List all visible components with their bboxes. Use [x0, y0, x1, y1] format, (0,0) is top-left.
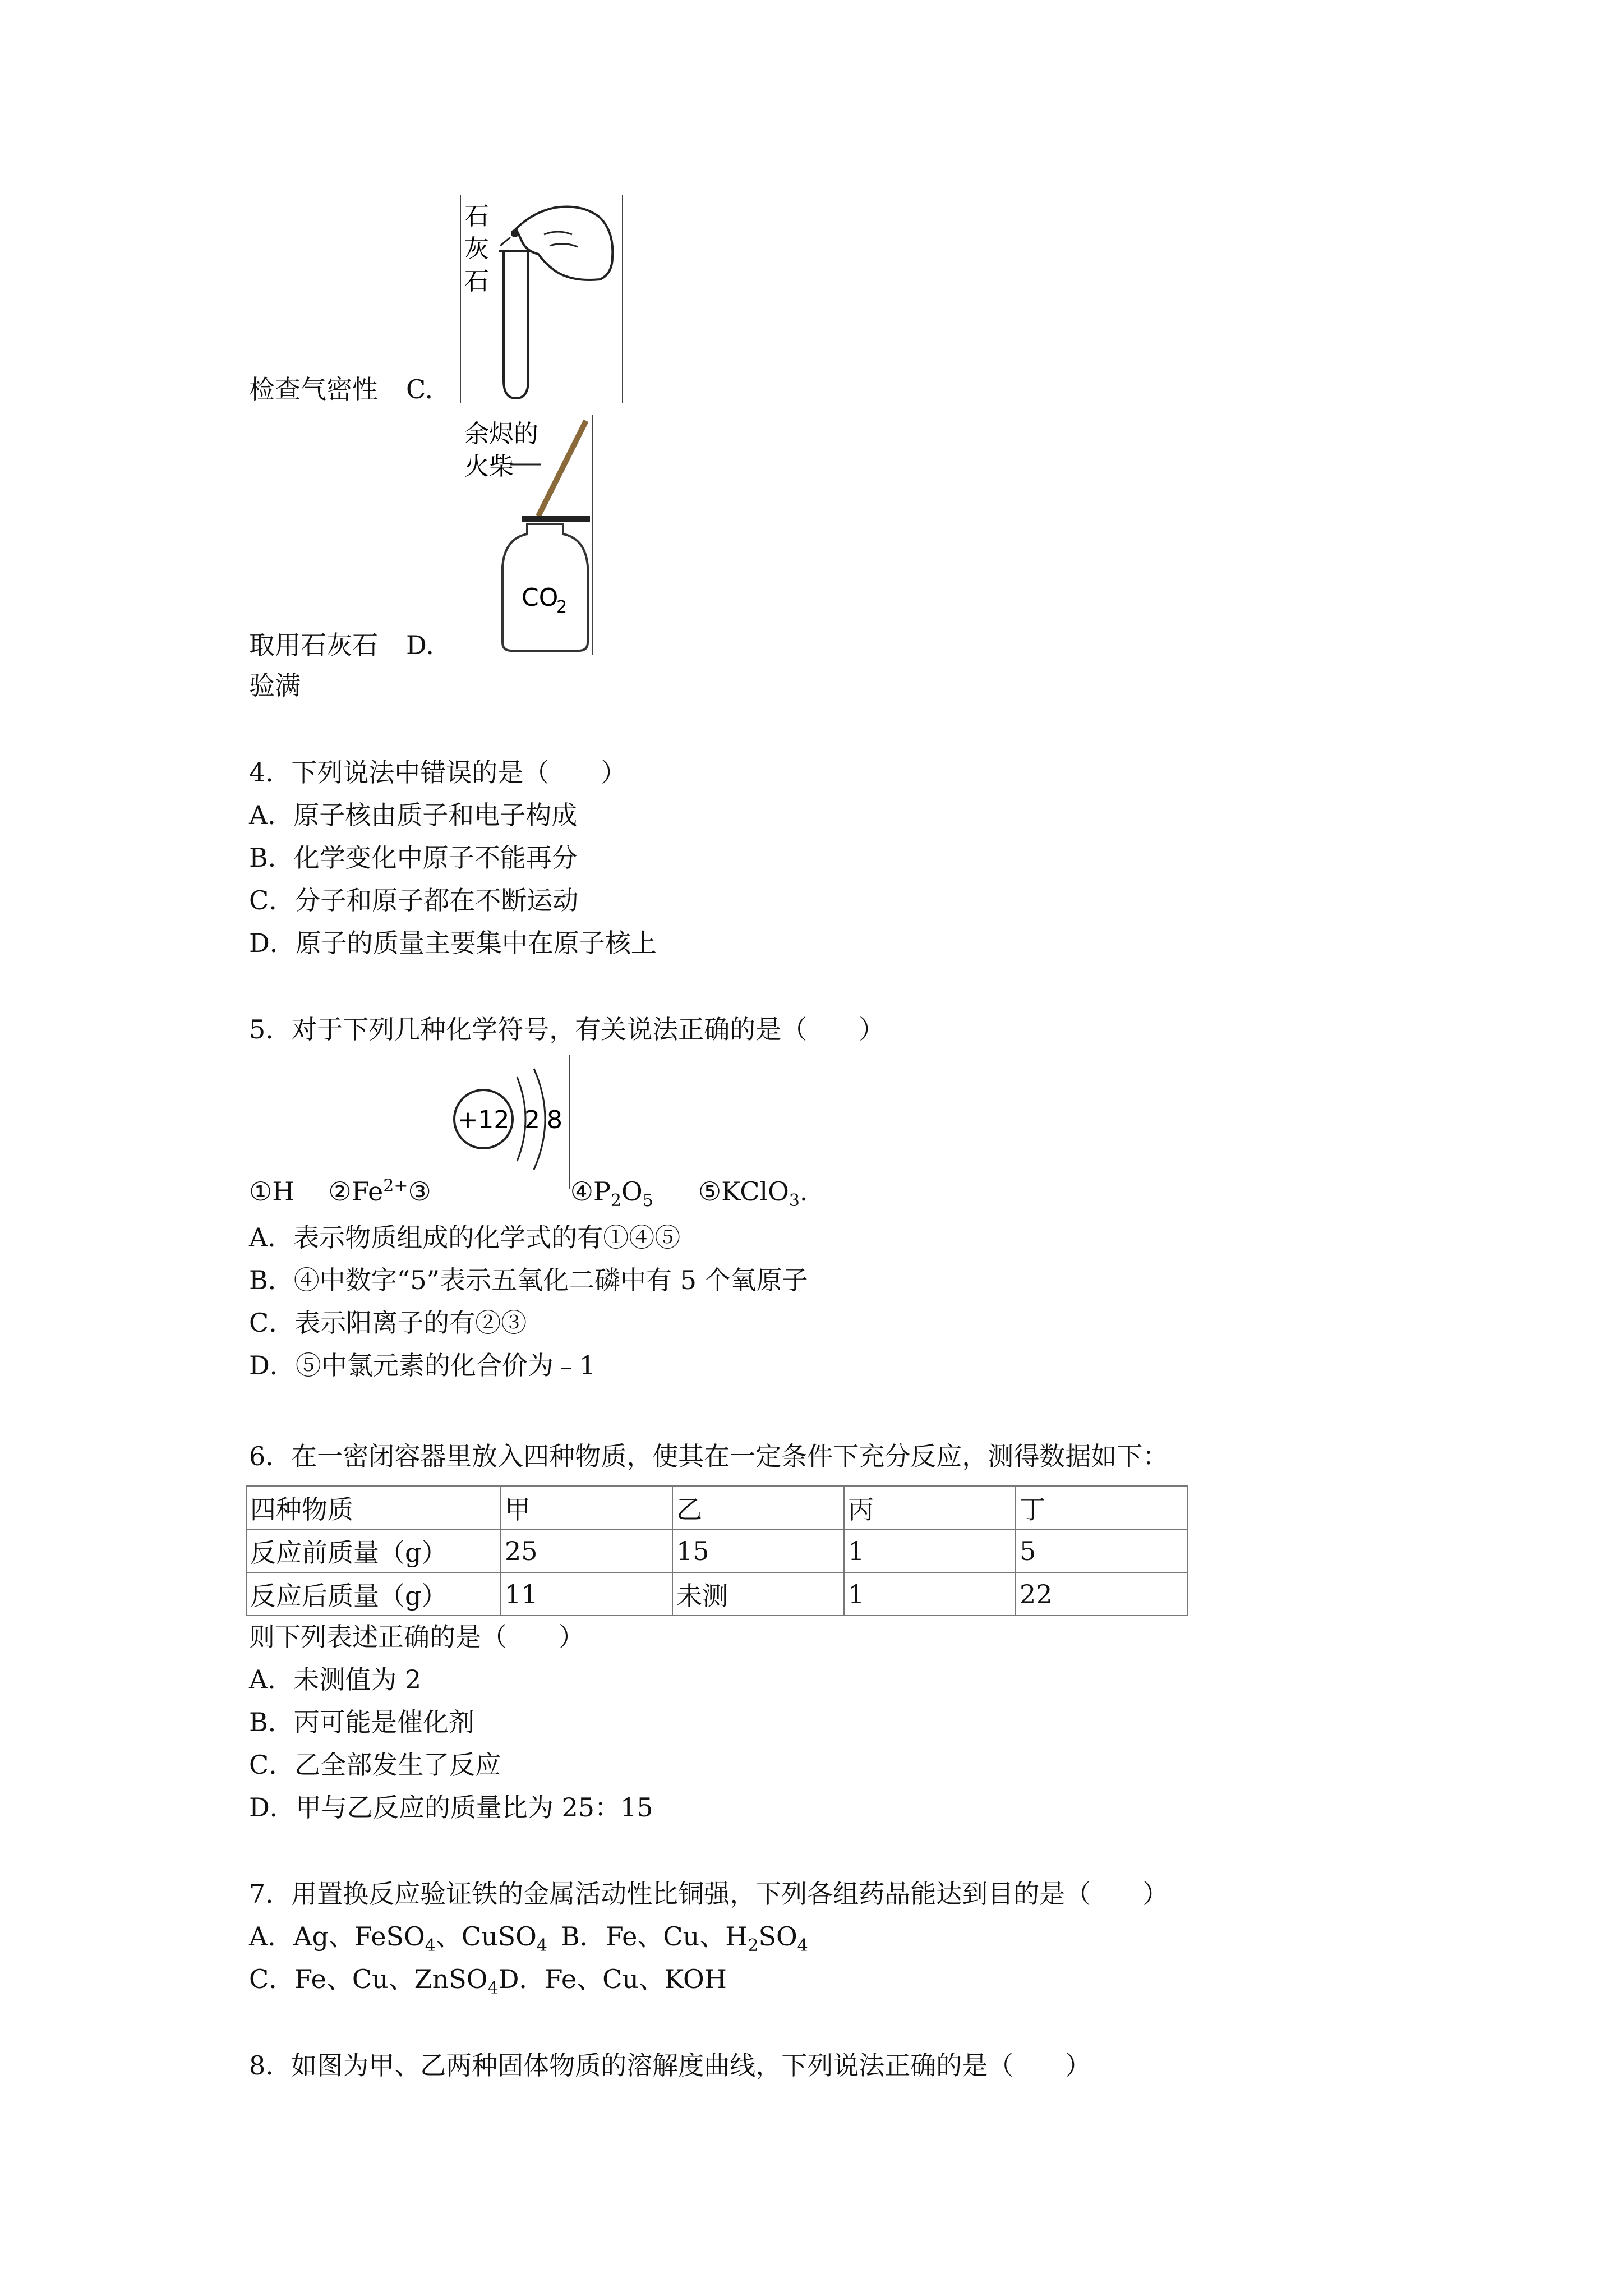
q4-option-a: A．原子核由质子和电子构成 — [249, 800, 578, 830]
q7-options-ab-line — [249, 1920, 808, 1956]
table-cell: 11 — [501, 1572, 672, 1616]
q4-stem: 4．下列说法中错误的是（ ） — [249, 757, 627, 788]
table-cell: 丁 — [1016, 1486, 1187, 1529]
q4-option-b: B．化学变化中原子不能再分 — [249, 843, 578, 873]
limestone-test-tube-figure — [460, 195, 624, 403]
q5-symbol-2: $②Fe^{2+}$ — [328, 1176, 408, 1207]
q6-option-d: D．甲与乙反应的质量比为 25：15 — [249, 1792, 653, 1823]
table-cell: 丙 — [844, 1486, 1016, 1529]
q5-symbol-5: ⑤KClO$_3$. — [698, 1176, 808, 1211]
table-cell: 未测 — [672, 1572, 844, 1616]
q5-option-b: B．④中数字“5”表示五氧化二磷中有 5 个氧原子 — [249, 1265, 808, 1295]
table-cell: 15 — [672, 1529, 844, 1572]
q3-option-c-line — [249, 628, 434, 662]
co2-bottle-figure — [460, 415, 600, 655]
q5-symbols-line — [249, 1175, 808, 1211]
q7-stem: 7．用置换反应验证铁的金属活动性比铜强，下列各组药品能达到目的是（ ） — [249, 1879, 1169, 1909]
table-cell: 反应后质量（g） — [246, 1572, 501, 1616]
table-cell: 25 — [501, 1529, 672, 1572]
q8-stem: 8．如图为甲、乙两种固体物质的溶解度曲线，下列说法正确的是（ ） — [249, 2050, 1091, 2081]
fig-c-label-3: 石 — [464, 267, 489, 296]
table-cell: 乙 — [672, 1486, 844, 1529]
q5-symbol-1: ①H — [249, 1176, 295, 1207]
q5-symbol-4: $④P_2O_5$ — [570, 1176, 653, 1211]
q7-option-a: A．Ag、FeSO$_4$、CuSO$_4$ — [249, 1921, 547, 1956]
q3-option-c-text: 取用石灰石 — [249, 630, 378, 660]
table-row — [246, 1572, 1187, 1616]
q3-option-c-marker: C. — [406, 374, 434, 404]
q3-option-d-text: 验满 — [249, 670, 301, 701]
table-cell: 5 — [1016, 1529, 1187, 1572]
fig-d-label-2: 火柴 — [464, 452, 514, 481]
q5-option-c: C．表示阳离子的有②③ — [249, 1308, 527, 1338]
table-cell: 1 — [844, 1572, 1016, 1616]
q7-options-cd-line — [249, 1962, 727, 1999]
q4-option-d: D．原子的质量主要集中在原子核上 — [249, 928, 657, 958]
atom-shell-2-electrons: 8 — [547, 1106, 562, 1134]
fig-c-label-1: 石 — [464, 202, 489, 231]
q5-stem: 5．对于下列几种化学符号，有关说法正确的是（ ） — [249, 1014, 885, 1045]
fig-d-formula: CO — [522, 583, 559, 612]
q7-option-d: D．Fe、Cu、KOH — [498, 1964, 727, 1994]
reaction-data-table — [246, 1485, 1188, 1616]
q7-option-b: B．Fe、Cu、$H_2SO_4$ — [560, 1921, 808, 1956]
q6-question: 则下列表述正确的是（ ） — [249, 1622, 584, 1652]
table-header-row — [246, 1486, 1187, 1529]
atom-nucleus-charge: +12 — [457, 1106, 510, 1134]
table-cell: 甲 — [501, 1486, 672, 1529]
table-row — [246, 1529, 1187, 1572]
table-cell: 四种物质 — [246, 1486, 501, 1529]
table-cell: 1 — [844, 1529, 1016, 1572]
table-cell: 反应前质量（g） — [246, 1529, 501, 1572]
q5-option-d: D．⑤中氯元素的化合价为﹣1 — [249, 1350, 596, 1381]
fig-d-label-1: 余烬的 — [464, 420, 538, 448]
atom-structure-diagram — [387, 1055, 572, 1189]
q5-option-a: A．表示物质组成的化学式的有①④⑤ — [249, 1222, 681, 1253]
q6-option-a: A．未测值为 2 — [249, 1664, 422, 1695]
q6-option-c: C．乙全部发生了反应 — [249, 1750, 501, 1780]
q7-option-c: C．Fe、Cu、ZnSO$_4$ — [249, 1964, 499, 1999]
atom-shell-1-electrons: 2 — [524, 1106, 540, 1134]
fig-d-formula-sub: 2 — [556, 597, 568, 617]
table-cell: 22 — [1016, 1572, 1187, 1616]
q5-symbol-3: ③ — [408, 1176, 431, 1207]
q3-option-b-line — [249, 372, 433, 406]
q6-stem: 6．在一密闭容器里放入四种物质，使其在一定条件下充分反应，测得数据如下： — [249, 1441, 1169, 1471]
fig-c-label-2: 灰 — [464, 234, 489, 263]
q6-option-b: B．丙可能是催化剂 — [249, 1707, 474, 1737]
q3-option-d-marker: D. — [406, 630, 434, 660]
q4-option-c: C．分子和原子都在不断运动 — [249, 885, 579, 915]
q3-option-b-text: 检查气密性 — [249, 374, 378, 404]
